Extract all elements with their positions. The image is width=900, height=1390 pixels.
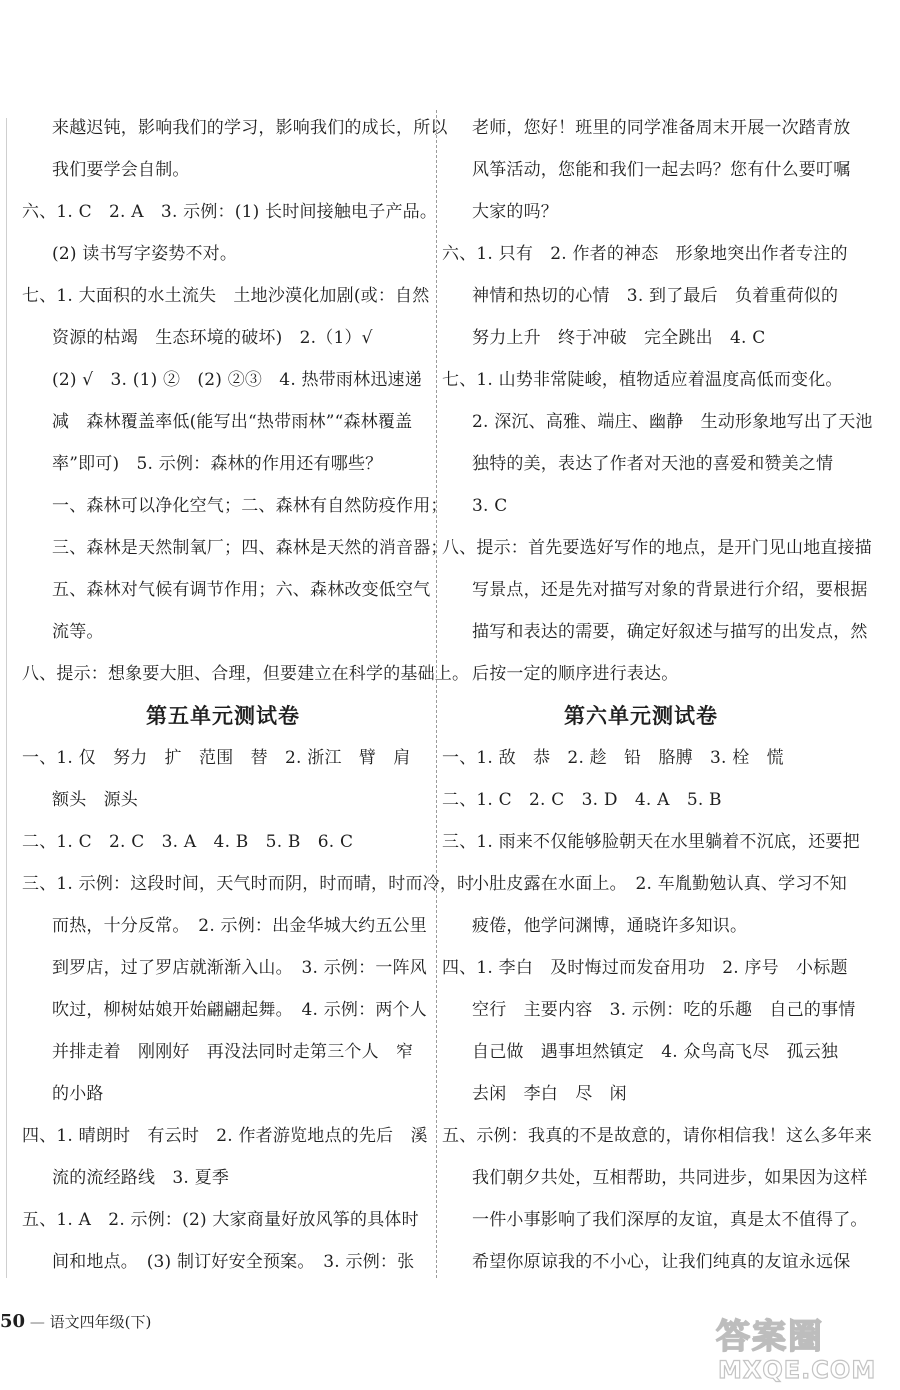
answer-line: 七、1. 大面积的水土流失 土地沙漠化加剧(或：自然: [22, 286, 430, 306]
answer-line: 三、1. 雨来不仅能够脸朝天在水里躺着不沉底，还要把: [442, 832, 860, 852]
column-divider: [436, 110, 437, 1278]
answer-line: 来越迟钝，影响我们的学习，影响我们的成长，所以: [52, 118, 448, 138]
svg-text:MXQE.COM: MXQE.COM: [718, 1356, 877, 1384]
answer-line: 减 森林覆盖率低(能写出“热带雨林”“森林覆盖: [52, 412, 413, 432]
answer-line: 间和地点。 (3) 制订好安全预案。 3. 示例：张: [52, 1252, 415, 1272]
answer-line: 希望你原谅我的不小心，让我们纯真的友谊永远保: [472, 1252, 851, 1272]
answer-line: 吹过，柳树姑娘开始翩翩起舞。 4. 示例：两个人: [52, 1000, 427, 1020]
answer-line: 写景点，还是先对描写对象的背景进行介绍，要根据: [472, 580, 868, 600]
answer-line: 流的流经路线 3. 夏季: [52, 1168, 230, 1188]
unit-title: 第五单元测试卷: [146, 703, 300, 728]
answer-line: 我们朝夕共处，互相帮助，共同进步，如果因为这样: [472, 1168, 868, 1188]
answer-line: 努力上升 终于冲破 完全跳出 4. C: [472, 328, 766, 348]
answer-line: 二、1. C 2. C 3. A 4. B 5. B 6. C: [22, 832, 354, 852]
answer-line: 四、1. 晴朗时 有云时 2. 作者游览地点的先后 溪: [22, 1126, 428, 1146]
answer-line: 一、1. 仅 努力 扩 范围 替 2. 浙江 臂 肩: [22, 748, 411, 768]
answer-line: 神情和热切的心情 3. 到了最后 负着重荷似的: [472, 286, 839, 306]
answer-line: 六、1. C 2. A 3. 示例：(1) 长时间接触电子产品。: [22, 202, 438, 222]
answer-line: 小肚皮露在水面上。 2. 车胤勤勉认真、学习不知: [472, 874, 847, 894]
unit-title: 第六单元测试卷: [564, 703, 718, 728]
answer-line: 三、森林是天然制氧厂；四、森林是天然的消音器；: [52, 538, 448, 558]
answer-line: 资源的枯竭 生态环境的破坏) 2.（1）√: [52, 328, 373, 348]
answer-line: 描写和表达的需要，确定好叙述与描写的出发点，然: [472, 622, 868, 642]
answer-line: 三、1. 示例：这段时间，天气时而阴，时而晴，时而冷，时: [22, 874, 475, 894]
page-number: 50: [0, 1311, 26, 1332]
answer-line: 后按一定的顺序进行表达。: [472, 664, 679, 684]
answer-line: 额头 源头: [52, 790, 138, 810]
answer-line: 八、提示：想象要大胆、合理，但要建立在科学的基础上。: [22, 664, 470, 684]
answer-line: 空行 主要内容 3. 示例：吃的乐趣 自己的事情: [472, 1000, 856, 1020]
svg-text:答案圈: 答案圈: [716, 1317, 824, 1357]
answer-line: 大家的吗？: [472, 202, 558, 222]
answer-line: 而热，十分反常。 2. 示例：出金华城大约五公里: [52, 916, 427, 936]
answer-line: 一、1. 敌 恭 2. 趁 铅 胳膊 3. 栓 慌: [442, 748, 784, 768]
answer-line: 四、1. 李白 及时悔过而发奋用功 2. 序号 小标题: [442, 958, 848, 978]
answer-line: 六、1. 只有 2. 作者的神态 形象地突出作者专注的: [442, 244, 848, 264]
answer-line: 去闲 李白 尽 闲: [472, 1084, 627, 1104]
answer-line: 一、森林可以净化空气；二、森林有自然防疫作用；: [52, 496, 448, 516]
answer-line: 老师，您好！班里的同学准备周末开展一次踏青放: [472, 118, 851, 138]
answer-line: 一件小事影响了我们深厚的友谊，真是太不值得了。: [472, 1210, 868, 1230]
answer-line: 八、提示：首先要选好写作的地点，是开门见山地直接描: [442, 538, 872, 558]
answer-line: 2. 深沉、高雅、端庄、幽静 生动形象地写出了天池: [472, 412, 873, 432]
answer-line: 五、森林对气候有调节作用；六、森林改变低空气: [52, 580, 431, 600]
answer-line: 自己做 遇事坦然镇定 4. 众鸟高飞尽 孤云独: [472, 1042, 839, 1062]
answer-line: 风筝活动，您能和我们一起去吗？您有什么要叮嘱: [472, 160, 851, 180]
answer-line: 并排走着 刚刚好 再没法同时走第三个人 窄: [52, 1042, 414, 1062]
book-title: 语文四年级(下): [49, 1313, 152, 1331]
answer-line: 独特的美，表达了作者对天池的喜爱和赞美之情: [472, 454, 834, 474]
answer-line: (2) √ 3. (1) ② (2) ②③ 4. 热带雨林迅速递: [52, 370, 422, 390]
page-footer: [0, 1312, 151, 1332]
answer-line: 的小路: [52, 1084, 104, 1104]
answer-line: 到罗店，过了罗店就渐渐入山。 3. 示例：一阵风: [52, 958, 427, 978]
answer-line: 五、1. A 2. 示例：(2) 大家商量好放风筝的具体时: [22, 1210, 419, 1230]
watermark-logo: [712, 1308, 892, 1384]
answer-line: 率”即可) 5. 示例：森林的作用还有哪些？: [52, 454, 383, 474]
page-edge-line: [6, 118, 7, 1278]
answer-line: 流等。: [52, 622, 104, 642]
answer-line: 五、示例：我真的不是故意的，请你相信我！这么多年来: [442, 1126, 872, 1146]
answer-line: (2) 读书写字姿势不对。: [52, 244, 238, 264]
answer-line: 疲倦，他学问渊博，通晓许多知识。: [472, 916, 748, 936]
answer-line: 3. C: [472, 496, 508, 516]
answer-line: 二、1. C 2. C 3. D 4. A 5. B: [442, 790, 722, 810]
answer-line: 我们要学会自制。: [52, 160, 190, 180]
answer-line: 七、1. 山势非常陡峻，植物适应着温度高低而变化。: [442, 370, 843, 390]
footer-dash: —: [29, 1313, 45, 1331]
